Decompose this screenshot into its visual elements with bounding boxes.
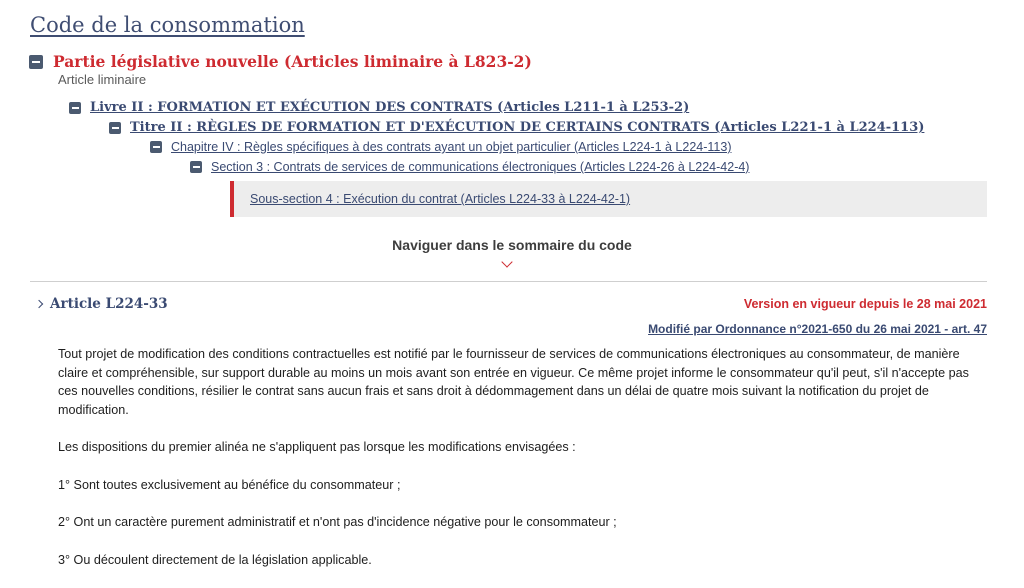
partie-label[interactable]: Partie législative nouvelle (Articles liminaire à L823-2) bbox=[53, 52, 532, 71]
livre-link[interactable]: Livre II : FORMATION ET EXÉCUTION DES CONTRATS (Articles L211-1 à L253-2) bbox=[90, 100, 690, 115]
article-paragraph: 3° Ou découlent directement de la législation applicable. bbox=[58, 552, 372, 567]
article-body bbox=[58, 345, 986, 588]
article-paragraph: Les dispositions du premier alinéa ne s'appliquent pas lorsque les modifications envisagées : bbox=[58, 440, 576, 454]
article-paragraph: Tout projet de modification des conditions contractuelles est notifié par le fournisseur de services de communications électroniques au consommateur, de manière claire et compréhensible, sur support durable au moins un mois avant son entrée en vigueur. Ce même projet informe le consommateur qu'il peut, s'il n'accepte pas ces nouvelles conditions, résilier le contrat sans aucun frais et sans droit à dédommagement dans un délai de quatre mois suivant la notification du projet de modification. bbox=[58, 347, 969, 417]
collapse-chapitre-icon[interactable] bbox=[150, 141, 162, 153]
page-title[interactable]: Code de la consommation bbox=[30, 13, 305, 37]
tree-titre bbox=[109, 120, 924, 135]
tree-section bbox=[190, 160, 749, 174]
divider bbox=[30, 281, 987, 282]
collapse-section-icon[interactable] bbox=[190, 161, 202, 173]
article-paragraph: 2° Ont un caractère purement administratif et n'ont pas d'incidence négative pour le consommateur ; bbox=[58, 515, 617, 529]
sous-section-link[interactable]: Sous-section 4 : Exécution du contrat (Articles L224-33 à L224-42-1) bbox=[250, 192, 631, 206]
chevron-right-icon bbox=[35, 300, 43, 308]
current-sous-section bbox=[230, 181, 987, 217]
article-paragraph: 1° Sont toutes exclusivement au bénéfice du consommateur ; bbox=[58, 477, 401, 492]
chapitre-link[interactable]: Chapitre IV : Règles spécifiques à des contrats ayant un objet particulier (Articles L224-1 à L224-113) bbox=[171, 140, 732, 154]
collapse-titre-icon[interactable] bbox=[109, 122, 121, 134]
partie-row bbox=[29, 52, 532, 71]
tree-chapitre bbox=[150, 140, 732, 154]
modifie-link[interactable]: Modifié par Ordonnance n°2021-650 du 26 mai 2021 - art. 47 bbox=[648, 322, 987, 336]
tree-livre bbox=[69, 100, 689, 115]
article-liminaire-link[interactable]: Article liminaire bbox=[58, 72, 147, 87]
article-liminaire-row bbox=[58, 72, 146, 87]
section-link[interactable]: Section 3 : Contrats de services de communications électroniques (Articles L224-26 à L224-42-4) bbox=[211, 160, 750, 174]
nav-summary-toggle[interactable]: Naviguer dans le sommaire du code bbox=[392, 237, 632, 253]
chevron-down-icon[interactable] bbox=[501, 256, 512, 267]
titre-link[interactable]: Titre II : RÈGLES DE FORMATION ET D'EXÉCUTION DE CERTAINS CONTRATS (Articles L221-1 à L224-113) bbox=[130, 120, 925, 135]
article-title[interactable]: Article L224-33 bbox=[50, 296, 168, 312]
collapse-partie-icon[interactable] bbox=[29, 55, 43, 69]
collapse-livre-icon[interactable] bbox=[69, 102, 81, 114]
version-status: Version en vigueur depuis le 28 mai 2021 bbox=[743, 297, 987, 311]
article-header[interactable] bbox=[36, 296, 168, 312]
